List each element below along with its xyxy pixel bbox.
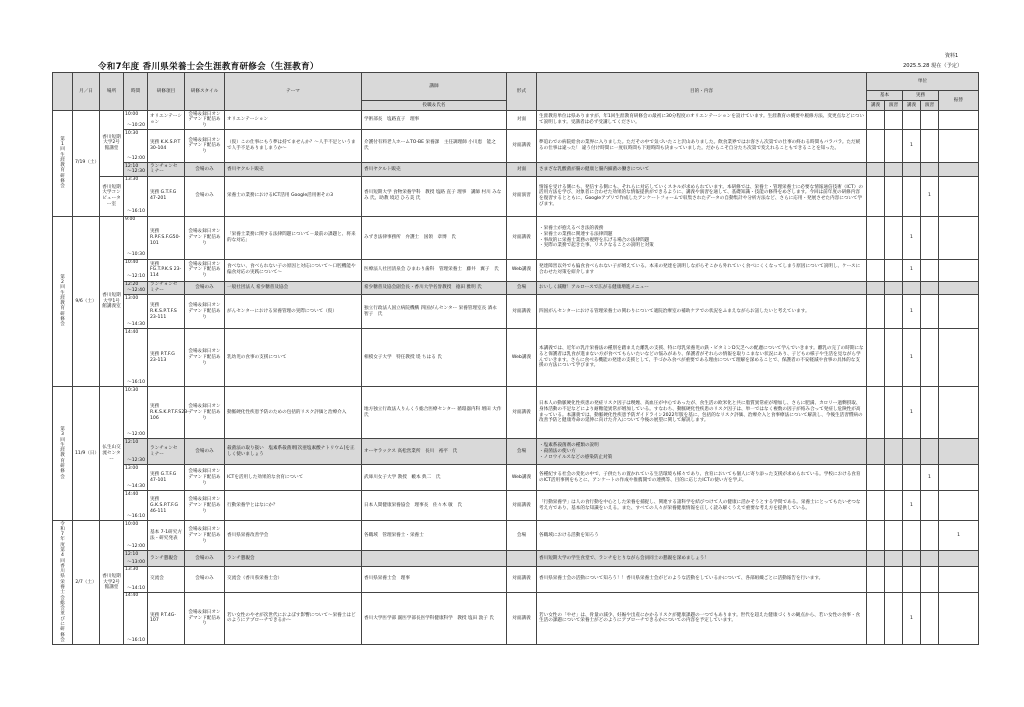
header-theme: テーマ [225,73,362,111]
unit-cell-u3 [903,163,921,176]
lecturer-cell: 介護付有料老人ホームTO-BE 栄養課 主任調理師 小川恵 能之 氏 [362,130,507,163]
unit-cell-u4 [921,329,939,387]
unit-cell-u5 [939,551,979,567]
header-session [53,73,73,111]
unit-cell-u3 [903,465,921,491]
unit-cell-u5 [939,491,979,521]
style-cell: 会場のみ [185,551,225,567]
style-cell: 会場＆録日オンデマンド配信あり [185,521,225,551]
header-unit: 単位 [867,73,979,91]
session-label-text: 令和7年度第4回香川県栄養士会総会並びに研修会 [60,521,65,643]
table-row [53,295,979,329]
format-cell: 会場 [507,521,537,551]
format-cell: 対面講義 [507,491,537,521]
table-row [53,111,979,130]
theme-cell: 栄養士の業務におけるICT活用 Google活用術その3 [225,176,362,216]
purpose-cell: おいしく減糖！アルロースで広がる健康増進メニュー [537,281,867,294]
style-cell: 会場のみ [185,439,225,465]
unit-cell-u4 [921,130,939,163]
session-label-text: 第3回生涯教育研修会 [60,427,65,480]
end-time: 〜12:40 [127,287,145,293]
style-cell: 会場＆録日オンデマンド配信あり [185,387,225,439]
unit-cell-u1 [867,163,885,176]
session-date: 2/7（土） [73,521,100,645]
purpose-cell: 各職域における活動を知ろう [537,521,867,551]
unit-cell-u3 [903,281,921,294]
format-cell: 対面講義 [507,592,537,644]
theme-cell: 殺菌法の取り扱い 塩素系殺菌剤[次亜塩素酸ナトリウム]を正しく使いましょう [225,439,362,465]
unit-cell-u4: 1 [921,465,939,491]
lecturer-cell: 学術部長 塩路直子 理事 [362,111,507,130]
start-time: 10:30 [125,130,139,136]
schedule-table [52,72,979,645]
item-cell: 実務 G.K.S.P.T.F.G 46-111 [148,491,185,521]
end-time: 〜12:00 [127,431,145,437]
unit-cell-u1 [867,465,885,491]
style-cell: 会場のみ [185,566,225,592]
start-time: 13:30 [125,177,139,183]
unit-cell-u4 [921,439,939,465]
format-cell: 会場 [507,439,537,465]
table-row [53,259,979,281]
style-cell: 会場のみ [185,281,225,294]
unit-cell-u1 [867,551,885,567]
lecturer-cell: 希少糖普及協会副会長・香川大学名誉教授 徳田 雅明 氏 [362,281,507,294]
end-time: 〜16:10 [127,637,145,643]
unit-cell-u2 [885,387,903,439]
unit-cell-u4 [921,491,939,521]
unit-cell-u5 [939,566,979,592]
lecturer-cell: 香川ヤクルト販売 [362,163,507,176]
session-label [53,387,73,521]
table-row [53,387,979,439]
theme-cell: 交流会（香川県栄養士会） [225,566,362,592]
lecturer-cell: みずき法律事務所 弁護士 国領 章博 氏 [362,216,507,259]
purpose-cell: 各種紀する社会の変化の中で、子供たちの置かれている生活環境も様々であり、食育においても個人に寄り添った支援が求められている。学校における食育のICT活用事例をもとに、アンケートの作成や推薦開での連携等、目的に応じたICTの使い方を学ぶ。 [537,465,867,491]
lecturer-cell: 相模女子大学 特任教授 堤 ちはる 氏 [362,329,507,387]
page-title: 令和7年度 香川県栄養士会生涯教育研修会（生涯教育） [98,62,319,72]
unit-cell-u4 [921,592,939,644]
theme-cell: ランチ懇親会 [225,551,362,567]
theme-cell: 若い女性のやせが次世代におよぼす影響について〜栄養士はどのようにアプローチできるか〜 [225,592,362,644]
unit-cell-u1 [867,566,885,592]
unit-cell-u1 [867,259,885,281]
format-cell [507,551,537,567]
item-cell: 実務 G.T.F.G 47-201 [148,176,185,216]
item-cell: ランチョンセミナー [148,163,185,176]
start-time: 14:40 [125,491,139,497]
format-cell: 対面講義 [507,130,537,163]
end-time: 〜16:10 [127,379,145,385]
format-cell: Web講義 [507,465,537,491]
unit-cell-u5 [939,329,979,387]
header-time: 時間 [124,73,148,111]
place-cell: 仏生山交流センター [100,387,124,521]
unit-cell-u5 [939,387,979,439]
style-cell: 会場のみ [185,163,225,176]
lecturer-cell: 武庫川女子大学 教授 藪本 典二 氏 [362,465,507,491]
header-practice-lecture: 講義 [903,101,921,111]
end-time: 〜10:20 [127,122,145,128]
unit-cell-u3 [903,111,921,130]
table-row [53,465,979,491]
header-practice-exercise: 演習 [921,101,939,111]
time-cell [124,551,148,567]
unit-cell-u5 [939,176,979,216]
theme-cell: オリエンテーション [225,111,362,130]
theme-cell: 香川ヤクルト販売 [225,163,362,176]
start-time: 12:10 [125,163,139,169]
unit-cell-u4: 1 [921,176,939,216]
format-cell: 対面講義 [507,566,537,592]
unit-cell-u1 [867,295,885,329]
unit-cell-u1 [867,491,885,521]
theme-cell: 食べない、食べられない子の原因と対応について〜口腔機能や偏食対応の実践について〜 [225,259,362,281]
lecturer-cell: 医療法人社団清泉会 ひまわり歯科 管理栄養士 藤井 翼子 氏 [362,259,507,281]
place-cell: 香川短期大学2号館講堂 [100,521,124,645]
unit-cell-u2 [885,329,903,387]
lecturer-cell: 地方独立行政法人りんくう総合医療センター 循環器内科 増田 大作 氏 [362,387,507,439]
table-row [53,551,979,567]
style-cell: 会場＆録日オンデマンド配信あり [185,592,225,644]
unit-cell-u4 [921,551,939,567]
format-cell: 対面講義 [507,295,537,329]
theme-cell: （仮）この仕事にもう夢は持てませんか？〜人手不足というまで人手不足ありましまうか〜 [225,130,362,163]
end-time: 〜13:00 [127,559,145,565]
unit-cell-u3: 1 [903,329,921,387]
end-time: 〜12:00 [127,543,145,549]
purpose-cell: 発達障害以外でも偏食食べられない子が増えている。本来の発達を説明しながらそこから外れていく食べにくくなってしまう原因について説明し、ケースに合わせた対策を紹介します [537,259,867,281]
time-cell [124,491,148,521]
unit-cell-u1 [867,130,885,163]
end-time: 〜14:30 [127,321,145,327]
time-cell [124,216,148,259]
item-cell: 実務 P.T.F.G 23-113 [148,329,185,387]
item-cell: 実務 R.K.S.P.T.F.S 23-111 [148,295,185,329]
unit-cell-u2 [885,130,903,163]
unit-cell-u3: 1 [903,216,921,259]
purpose-cell: 情報を受ける側にも、発信する側にも、それらに対応していくスキルが求められています。本研修では、栄養士・管理栄養士に必要な情報通信技術（ICT）の活用方法を学び、対象者に合わせた効果的な情報提供ができるように、講義や演習を通して、基礎知識・技能の修得をめざします。今回は前年度の研修内容を復習するとともに、Googleアプリで作成したアンケートフォームで収集されたデータの自動集計や分析方法など、さらに応用・発展させた内容について学びます。 [537,176,867,216]
unit-cell-u2 [885,163,903,176]
start-time: 9:00 [125,217,136,223]
unit-cell-u4 [921,259,939,281]
unit-cell-u3 [903,566,921,592]
unit-cell-u1 [867,281,885,294]
end-time: 〜14:30 [127,483,145,489]
purpose-cell: ・塩素系殺菌剤の種類の説明 ・殺菌法の使い方 ・ノロウイルスなどの感染防止対策 [537,439,867,465]
unit-cell-u4 [921,281,939,294]
table-row [53,216,979,259]
item-cell: 実務 FG.T.P.K.S 23-114 [148,259,185,281]
table-row [53,163,979,176]
header-linked: 振替 [939,91,979,111]
unit-cell-u5 [939,281,979,294]
theme-cell: 香川県栄養改善学会 [225,521,362,551]
session-date: 11/9（日） [73,387,100,521]
session-label [53,521,73,645]
unit-cell-u2 [885,259,903,281]
unit-cell-u5 [939,259,979,281]
start-time: 10:40 [125,260,139,266]
start-time: 12:10 [125,551,139,557]
time-cell [124,566,148,592]
lecturer-cell: 日本人間健康栄養協会 理事長 佐々木 敏 氏 [362,491,507,521]
item-cell: 実務 R.P.F.S.F.G50-101 [148,216,185,259]
purpose-cell: 生涯教育単位は県ありますが、年1回生涯教育研修会の最初に30分程度のオリエンテーションを設けています。生涯教育の概要や履修方法、変更点などについて説明します。受講者は必ず受講してください。 [537,111,867,130]
time-cell [124,387,148,439]
start-time: 14:40 [125,593,139,599]
unit-cell-u3: 1 [903,592,921,644]
item-cell: 実務 K.K.S.P.T 30-104 [148,130,185,163]
time-cell [124,521,148,551]
unit-cell-u3: 1 [903,130,921,163]
unit-cell-u2 [885,295,903,329]
schedule-body [53,111,979,645]
place-cell: 香川短期大学2号館講堂 [100,111,124,177]
session-date: 7/19（土） [73,111,100,217]
table-row [53,329,979,387]
start-time: 13:00 [125,295,139,301]
end-time: 〜12:30 [127,457,145,463]
style-cell: 会場＆録日オンデマンド配信あり [185,259,225,281]
theme-cell: 動脈硬化性疾患予防のための包括的リスク評価と治療介入 [225,387,362,439]
unit-cell-u5 [939,439,979,465]
lecturer-cell: 各職域 管理栄養士・栄養士 [362,521,507,551]
unit-cell-u2 [885,465,903,491]
header-lecturer-sub: 役職＆氏名 [362,101,507,111]
purpose-cell: 四国がんセンターにおける管理栄養士の関わりについて適院治療室の補助ケアでの状況をふまえながらお話したいと考えています。 [537,295,867,329]
start-time: 13:00 [125,465,139,471]
unit-cell-u3 [903,439,921,465]
session-label-text: 第1回生涯教育研修会 [60,136,65,190]
table-row [53,491,979,521]
start-time: 10:00 [125,111,139,117]
unit-cell-u5: 1 [939,521,979,551]
table-row [53,176,979,216]
table-row [53,439,979,465]
style-cell: 会場＆録日オンデマンド配信あり [185,216,225,259]
unit-cell-u1 [867,329,885,387]
unit-cell-u2 [885,491,903,521]
header-place: 場所 [100,73,124,111]
unit-cell-u5 [939,295,979,329]
end-time: 〜16:10 [127,513,145,519]
time-cell [124,163,148,176]
format-cell: 対面 [507,111,537,130]
start-time: 10:30 [125,387,139,393]
end-time: 〜10:30 [127,252,145,258]
table-row [53,281,979,294]
header-purpose: 目的・内容 [537,73,867,111]
format-cell: 対面演習 [507,176,537,216]
date-note: 2025.5.28 現在（予定） [903,63,963,69]
time-cell [124,281,148,294]
unit-cell-u5 [939,592,979,644]
time-cell [124,259,148,281]
unit-cell-u2 [885,281,903,294]
time-cell [124,329,148,387]
lecturer-cell: 独立行政法人国立病院機構 四国がんセンター 栄養管理室長 酒永 智子 氏 [362,295,507,329]
unit-cell-u3 [903,551,921,567]
lecturer-cell: 香川県栄養士会 理事 [362,566,507,592]
table-row [53,566,979,592]
session-label [53,111,73,217]
time-cell [124,176,148,216]
format-cell: 対面講義 [507,216,537,259]
format-cell: Web講義 [507,329,537,387]
unit-cell-u4 [921,163,939,176]
item-cell: 基本 7-1研究方法・研究発表 [148,521,185,551]
document-number: 資料1 [945,53,959,59]
item-cell: オリエンテーション [148,111,185,130]
style-cell: 会場＆録日オンデマンド配信あり [185,465,225,491]
theme-cell: ICTを活用した効果的な食育について [225,465,362,491]
time-cell [124,439,148,465]
unit-cell-u2 [885,592,903,644]
unit-cell-u4 [921,295,939,329]
unit-cell-u2 [885,176,903,216]
unit-cell-u3: 1 [903,387,921,439]
purpose-cell: 香川県栄養士会の活動について知ろう！！香川県栄養士会がどのような活動をしているかについて、各部組織ごとに活動報告を行います。 [537,566,867,592]
header-basic-lecture: 講義 [867,101,885,111]
purpose-cell: 夢追わでの病院給食の業界に入りました。ただその中で気づいたこと沢山ありました。飲食業界ではお客さん次第での仕事の終わる時間もバラバラ。ただ緩るの仕事は違った！ 違う付け時間に一度収時間も下週時間も決まっていました。だからこそ自分たち次第で変えれることもできることを知った。 [537,130,867,163]
unit-cell-u3 [903,521,921,551]
item-cell: 交流会 [148,566,185,592]
lecturer-cell [362,551,507,567]
lecturer-cell: 香川短期大学 食物栄養学科 教授 塩路 直子 理事 講師 村川 みなみ 氏、助教 境辺 ひろ美 氏 [362,176,507,216]
unit-cell-u1 [867,592,885,644]
format-cell: 対面講義 [507,387,537,439]
purpose-cell: 「行動栄養学」は人の食行動を中心とした栄養を捕捉し、関連する諸科学を結びつけて人の健康に活かそうとする学問である。栄養士にとってもたいせつな考え方であり、基本的な知識をいえる。また、すべての人々が栄養健康情報を正しく読み解くうえで重要な考え方を提供している。 [537,491,867,521]
unit-cell-u5 [939,163,979,176]
theme-cell: 行動栄養学とはなにか？ [225,491,362,521]
place-cell: 香川短期大学コンピューター室 [100,176,124,216]
purpose-cell: 日本人の動脈硬化性疾患の発症リスク因子は喫煙、高血圧が中心であったが、食生活の欧米化と共に脂質異常症が増加し、さらに肥満、カロリー過剰摂取、身体活動の不足などにより耐糖能異常が増加している。すなわち、動脈硬化性疾患のリスク因子は、単一ではなく複数の因子が絡み合って発症し危険性が高まっている。本講義では、動脈硬化性疾患予防ガイドライン2022年版を基に、包括的なリスク評価、治療介入と食事療法について解説し、今後生活習慣病の改善予防と健康寿命の延伸に向けた介入について今後の展望に関して解説します。 [537,387,867,439]
time-cell [124,130,148,163]
theme-cell: 「栄養士業務に関する法律問題について－最前の課題と、将来的な対応」 [225,216,362,259]
purpose-cell: 本講義では、近年の乳汁栄養法の種別を踏まえた離乳の支援、特に母乳栄養児の鉄・ビタミンD欠乏への配慮について学んでいきます。離乳の完了の時期になると保護者は乳食が進まない方が食べてもらいたいなどの悩みがあり、保護者がそれらの情報を取りこまない状況にあり、子どもの様子や生活を見ながら学んでいきます。さらに食べる機能の発達の支援として、手づかみ食べが重要である理由について理解を深めることで、保護者の不安軽減や食事の具体的な支援の方法について学びます。 [537,329,867,387]
unit-cell-u3: 1 [903,491,921,521]
theme-cell: がんセンターにおける栄養管理の実際について（仮） [225,295,362,329]
unit-cell-u2 [885,439,903,465]
header-format: 形式 [507,73,537,111]
unit-cell-u1 [867,216,885,259]
item-cell: 実務 G.T.F.G 47-101 [148,465,185,491]
unit-cell-u4 [921,521,939,551]
unit-cell-u2 [885,521,903,551]
header-lecturer: 講師 [362,73,507,101]
start-time: 12:20 [125,282,139,288]
start-time: 12:10 [125,439,139,445]
header-style: 研修スタイル [185,73,225,111]
item-cell: 実務 R.K.S.K.P.T.F.S23-106 [148,387,185,439]
end-time: 〜16:10 [127,209,145,215]
item-cell: ランチョンセミナー [148,439,185,465]
item-cell: ランチョンセミナー [148,281,185,294]
lecturer-cell: 香川大学医学部 副医学部長医学科健康科学 教授 塩田 敦子 氏 [362,592,507,644]
header-basic-exercise: 演習 [885,101,903,111]
table-row [53,130,979,163]
unit-cell-u5 [939,465,979,491]
purpose-cell: さまざな乳酸菌が腸の健康と腸内細菌の働きについて [537,163,867,176]
style-cell: 会場のみ [185,176,225,216]
start-time: 14:40 [125,329,139,335]
format-cell: 会場 [507,281,537,294]
unit-cell-u5 [939,130,979,163]
item-cell: 実務 P.T.4G-107 [148,592,185,644]
unit-cell-u4 [921,387,939,439]
purpose-cell: 若い女性の「やせ」は、骨量の減少、妊娠や出産にかかるリスクが健康課題の一つでもあります。世代を超えた健康づくりの観点から、若い女性の食事・食生活の課題について栄養士がどのようにアプローチできるかについての内容を予定しています。 [537,592,867,644]
item-cell: ランチ懇親会 [148,551,185,567]
table-row [53,592,979,644]
start-time: 10:00 [125,521,139,527]
place-cell: 香川短期大学1号館講義室 [100,216,124,386]
unit-cell-u2 [885,551,903,567]
unit-cell-u2 [885,111,903,130]
unit-cell-u3 [903,176,921,216]
style-cell: 会場＆録日オンデマンド配信あり [185,295,225,329]
session-label [53,216,73,386]
format-cell: 対面 [507,163,537,176]
header-basic: 基本 [867,91,903,101]
unit-cell-u4 [921,111,939,130]
unit-cell-u3: 1 [903,295,921,329]
time-cell [124,295,148,329]
unit-cell-u1 [867,439,885,465]
purpose-cell: ・栄養士が抱えるべき法的義務 ・栄養士の業務に関連する法律問題 ・事故的に栄養士業務の視野を広げる場合の法律問題 ・実際の業務で起きた事、リスクなることの説明と対策 [537,216,867,259]
end-time: 〜12:30 [127,169,145,175]
style-cell: 会場＆録日オンデマンド配信あり [185,111,225,130]
end-time: 〜12:10 [127,274,145,280]
session-date: 9/6（土） [73,216,100,386]
time-cell [124,465,148,491]
unit-cell-u4 [921,216,939,259]
time-cell [124,111,148,130]
unit-cell-u1 [867,111,885,130]
session-label-text: 第2回生涯教育研修会 [60,274,65,328]
end-time: 〜14:10 [127,585,145,591]
time-cell [124,592,148,644]
header-item: 研修項目 [148,73,185,111]
unit-cell-u1 [867,521,885,551]
theme-cell: 乳幼児の食事の支援について [225,329,362,387]
unit-cell-u5 [939,216,979,259]
unit-cell-u4 [921,566,939,592]
unit-cell-u2 [885,566,903,592]
unit-cell-u1 [867,387,885,439]
style-cell: 会場＆録日オンデマンド配信あり [185,130,225,163]
lecturer-cell: オーヤラックス 高松営業所 長川 裕平 氏 [362,439,507,465]
unit-cell-u1 [867,176,885,216]
start-time: 13:30 [125,567,139,573]
style-cell: 会場＆録日オンデマンド配信あり [185,329,225,387]
table-row [53,521,979,551]
purpose-cell: 香川短期大学の学生食堂で、ランチをとりながら会員同士の懇親を深めましょう！ [537,551,867,567]
end-time: 〜12:00 [127,155,145,161]
unit-cell-u2 [885,216,903,259]
unit-cell-u5 [939,111,979,130]
unit-cell-u3: 1 [903,259,921,281]
format-cell: Web講義 [507,259,537,281]
style-cell: 会場＆録日オンデマンド配信あり [185,491,225,521]
header-practice: 実務 [903,91,939,101]
theme-cell: 一般社団法人 希少糖普及協会 [225,281,362,294]
header-date: 月／日 [73,73,100,111]
